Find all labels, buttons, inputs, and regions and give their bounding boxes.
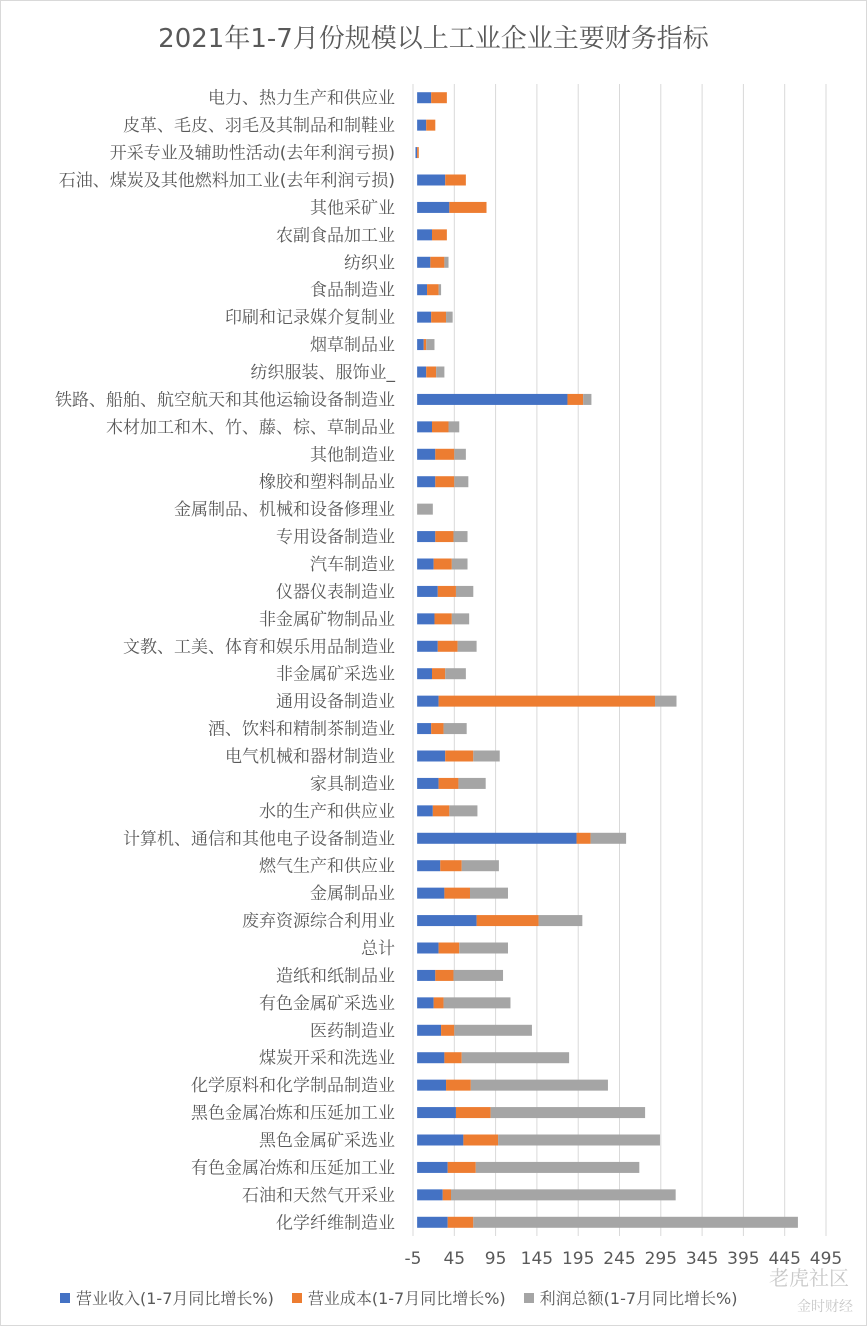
bar-segment bbox=[417, 147, 419, 158]
bar-segment bbox=[432, 229, 447, 240]
bar-segment bbox=[458, 641, 477, 652]
x-tick-label: 295 bbox=[644, 1249, 678, 1269]
bar-segment bbox=[417, 559, 434, 570]
bar-segment bbox=[417, 1107, 456, 1118]
bars bbox=[415, 92, 797, 1228]
bar-segment bbox=[462, 1052, 569, 1063]
category-label: 金属制品、机械和设备修理业 bbox=[174, 500, 395, 521]
bar-segment bbox=[435, 531, 453, 542]
x-tick-label: 445 bbox=[768, 1249, 801, 1269]
bar-segment bbox=[417, 1162, 448, 1173]
x-tick-label: 45 bbox=[443, 1249, 466, 1269]
bar-segment bbox=[417, 1217, 448, 1228]
bar-segment bbox=[417, 449, 435, 460]
bar-segment bbox=[448, 1217, 474, 1228]
bar-segment bbox=[417, 229, 432, 240]
bar-segment bbox=[453, 970, 503, 981]
bar-segment bbox=[435, 476, 454, 487]
category-label: 通用设备制造业 bbox=[276, 692, 395, 713]
bar-segment bbox=[417, 202, 449, 213]
category-label: 非金属矿采选业 bbox=[276, 664, 395, 685]
legend-swatch-profit bbox=[524, 1293, 534, 1303]
bar-segment bbox=[477, 915, 539, 926]
category-label: 水的生产和供应业 bbox=[259, 801, 395, 822]
bar-segment bbox=[439, 778, 459, 789]
legend-item-revenue bbox=[60, 1286, 274, 1309]
bar-segment bbox=[446, 312, 453, 323]
bar-segment bbox=[444, 723, 467, 734]
category-label: 金属制品业 bbox=[310, 884, 395, 905]
bar-segment bbox=[444, 257, 448, 268]
bar-segment bbox=[445, 175, 466, 186]
bar-segment bbox=[426, 367, 436, 378]
bar-segment bbox=[435, 970, 453, 981]
bar-segment bbox=[415, 147, 417, 158]
legend-swatch-cost bbox=[292, 1293, 302, 1303]
category-label: 有色金属冶炼和压延加工业 bbox=[191, 1158, 395, 1179]
bar-segment bbox=[417, 175, 445, 186]
bar-segment bbox=[432, 421, 449, 432]
x-tick-label: 495 bbox=[809, 1249, 843, 1269]
legend-label-profit: 利润总额(1-7月同比增长%) bbox=[539, 1289, 738, 1308]
bar-segment bbox=[439, 696, 655, 707]
bar-segment bbox=[417, 476, 435, 487]
bar-segment bbox=[430, 257, 444, 268]
watermark-logo: 老虎社区 bbox=[769, 1266, 849, 1290]
legend bbox=[60, 1286, 737, 1309]
bar-segment bbox=[471, 1080, 608, 1091]
category-label: 医药制造业 bbox=[310, 1021, 395, 1042]
category-label: 其他采矿业 bbox=[310, 198, 395, 219]
x-tick-label: 245 bbox=[603, 1249, 636, 1269]
bar-segment bbox=[417, 751, 445, 762]
bar-segment bbox=[417, 668, 432, 679]
bar-segment bbox=[417, 531, 435, 542]
bar-segment bbox=[417, 284, 427, 295]
category-label: 总计 bbox=[361, 939, 395, 959]
x-tick-label: 195 bbox=[561, 1249, 595, 1269]
bar-segment bbox=[417, 367, 426, 378]
bar-segment bbox=[436, 367, 444, 378]
bar-segment bbox=[417, 696, 438, 707]
category-label: 有色金属矿采选业 bbox=[259, 993, 395, 1014]
chart-title: 2021年1-7月份规模以上工业企业主要财务指标 bbox=[158, 24, 709, 54]
bar-segment bbox=[473, 1217, 798, 1228]
bar-segment bbox=[439, 943, 460, 954]
legend-swatch-revenue bbox=[60, 1293, 70, 1303]
category-labels bbox=[55, 89, 395, 1234]
bar-segment bbox=[448, 1162, 476, 1173]
bar-segment bbox=[417, 943, 438, 954]
bar-segment bbox=[417, 1025, 441, 1036]
bar-segment bbox=[498, 1135, 660, 1146]
x-tick-label: 395 bbox=[727, 1249, 760, 1269]
bar-segment bbox=[417, 915, 476, 926]
x-tick-label: 145 bbox=[520, 1249, 554, 1269]
category-label: 皮革、毛皮、羽毛及其制品和制鞋业 bbox=[123, 116, 395, 137]
bar-segment bbox=[433, 805, 450, 816]
category-label: 化学纤维制造业 bbox=[276, 1213, 395, 1234]
bar-segment bbox=[456, 586, 473, 597]
category-label: 其他制造业 bbox=[310, 445, 395, 466]
category-label: 化学原料和化学制品制造业 bbox=[191, 1076, 395, 1097]
bar-segment bbox=[417, 778, 438, 789]
bar-segment bbox=[454, 1025, 532, 1036]
bar-segment bbox=[470, 888, 508, 899]
bar-segment bbox=[434, 997, 444, 1008]
bar-segment bbox=[491, 1107, 645, 1118]
bar-segment bbox=[444, 997, 511, 1008]
category-label: 煤炭开采和洗选业 bbox=[259, 1048, 395, 1069]
bar-segment bbox=[449, 202, 486, 213]
category-label: 木材加工和木、竹、藤、棕、草制品业 bbox=[106, 417, 395, 438]
bar-segment bbox=[417, 833, 576, 844]
bar-segment bbox=[438, 586, 456, 597]
bar-segment bbox=[539, 915, 583, 926]
category-label: 铁路、船舶、航空航天和其他运输设备制造业 bbox=[55, 390, 395, 411]
category-label: 石油和天然气开采业 bbox=[242, 1185, 395, 1206]
category-label: 开采专业及辅助性活动(去年利润亏损) bbox=[109, 143, 395, 164]
bar-segment bbox=[445, 751, 473, 762]
bar-segment bbox=[417, 1135, 463, 1146]
bar-segment bbox=[434, 559, 452, 570]
category-label: 汽车制造业 bbox=[310, 555, 395, 575]
category-label: 纺织服装、服饰业_ bbox=[250, 363, 395, 383]
bar-segment bbox=[454, 476, 468, 487]
category-label: 仪器仪表制造业 bbox=[276, 582, 395, 603]
category-label: 电力、热力生产和供应业 bbox=[208, 88, 395, 109]
bar-segment bbox=[476, 1162, 640, 1173]
bar-segment bbox=[591, 833, 627, 844]
bar-segment bbox=[417, 421, 432, 432]
bar-segment bbox=[458, 778, 485, 789]
bar-segment bbox=[444, 1052, 461, 1063]
bar-segment bbox=[424, 339, 426, 350]
bar-segment bbox=[583, 394, 591, 405]
category-label: 黑色金属冶炼和压延加工业 bbox=[191, 1103, 395, 1124]
category-label: 专用设备制造业 bbox=[276, 527, 395, 548]
category-label: 造纸和纸制品业 bbox=[276, 966, 395, 987]
category-label: 酒、饮料和精制茶制造业 bbox=[208, 719, 395, 740]
bar-segment bbox=[443, 1189, 451, 1200]
bar-segment bbox=[439, 284, 441, 295]
bar-segment bbox=[417, 805, 433, 816]
category-label: 非金属矿物制品业 bbox=[259, 609, 395, 630]
x-tick-label: 95 bbox=[484, 1249, 507, 1269]
bar-segment bbox=[451, 1189, 676, 1200]
bar-segment bbox=[454, 449, 466, 460]
bar-segment bbox=[417, 1189, 443, 1200]
category-label: 燃气生产和供应业 bbox=[259, 856, 395, 877]
bar-segment bbox=[417, 120, 426, 131]
bar-segment bbox=[444, 888, 470, 899]
bar-segment bbox=[417, 586, 438, 597]
category-label: 文教、工美、体育和娱乐用品制造业 bbox=[123, 637, 395, 658]
bar-segment bbox=[417, 312, 431, 323]
bar-segment bbox=[434, 613, 451, 624]
x-tick-label: -5 bbox=[404, 1249, 422, 1269]
bar-segment bbox=[417, 92, 431, 103]
bar-segment bbox=[417, 257, 430, 268]
legend-item-profit bbox=[524, 1286, 738, 1309]
bar-segment bbox=[577, 833, 591, 844]
bar-segment bbox=[441, 1025, 454, 1036]
bar-segment bbox=[449, 805, 477, 816]
bar-segment bbox=[417, 997, 434, 1008]
legend-label-revenue: 营业收入(1-7月同比增长%) bbox=[76, 1289, 274, 1308]
category-label: 计算机、通信和其他电子设备制造业 bbox=[123, 829, 395, 850]
bar-segment bbox=[452, 613, 469, 624]
bar-segment bbox=[456, 1107, 491, 1118]
category-label: 烟草制品业 bbox=[310, 335, 395, 356]
bar-segment bbox=[445, 668, 466, 679]
bar-segment bbox=[417, 394, 567, 405]
bar-segment bbox=[462, 860, 499, 871]
category-label: 石油、煤炭及其他燃料加工业(去年利润亏损) bbox=[58, 171, 395, 191]
bar-segment bbox=[417, 1052, 444, 1063]
category-label: 电气机械和器材制造业 bbox=[225, 747, 395, 767]
category-label: 废弃资源综合利用业 bbox=[242, 911, 395, 932]
bar-segment bbox=[446, 1080, 471, 1091]
bar-segment bbox=[417, 888, 444, 899]
bar-segment bbox=[417, 723, 431, 734]
bar-segment bbox=[431, 92, 447, 103]
bar-segment bbox=[417, 860, 440, 871]
bar-segment bbox=[426, 120, 435, 131]
bar-segment bbox=[417, 641, 438, 652]
bar-segment bbox=[417, 613, 434, 624]
category-label: 纺织业 bbox=[344, 253, 395, 274]
category-label: 黑色金属矿采选业 bbox=[259, 1131, 395, 1151]
bar-segment bbox=[453, 531, 467, 542]
bar-segment bbox=[426, 339, 434, 350]
bar-segment bbox=[452, 559, 468, 570]
category-label: 农副食品加工业 bbox=[276, 225, 395, 246]
x-tick-label: 345 bbox=[685, 1249, 719, 1269]
category-label: 橡胶和塑料制品业 bbox=[259, 472, 395, 493]
bar-segment bbox=[427, 284, 439, 295]
category-label: 印刷和记录媒介复制业 bbox=[225, 308, 395, 329]
bar-segment bbox=[655, 696, 676, 707]
bar-segment bbox=[417, 504, 433, 515]
bar-segment bbox=[473, 751, 499, 762]
bar-segment bbox=[438, 641, 458, 652]
category-label: 食品制造业 bbox=[310, 280, 395, 301]
watermark-source: 金时财经 bbox=[797, 1299, 853, 1315]
legend-item-cost bbox=[292, 1286, 506, 1309]
bar-segment bbox=[417, 970, 435, 981]
bar-segment bbox=[432, 668, 445, 679]
bar-segment bbox=[435, 449, 454, 460]
bar-segment bbox=[459, 943, 508, 954]
bar-segment bbox=[567, 394, 583, 405]
bar-segment bbox=[417, 1080, 446, 1091]
bar-segment bbox=[431, 723, 443, 734]
legend-label-cost: 营业成本(1-7月同比增长%) bbox=[307, 1289, 506, 1308]
bar-segment bbox=[449, 421, 460, 432]
bar-segment bbox=[417, 339, 424, 350]
bar-segment bbox=[463, 1135, 498, 1146]
category-label: 家具制造业 bbox=[310, 774, 395, 795]
bar-segment bbox=[440, 860, 461, 871]
bar-segment bbox=[431, 312, 446, 323]
